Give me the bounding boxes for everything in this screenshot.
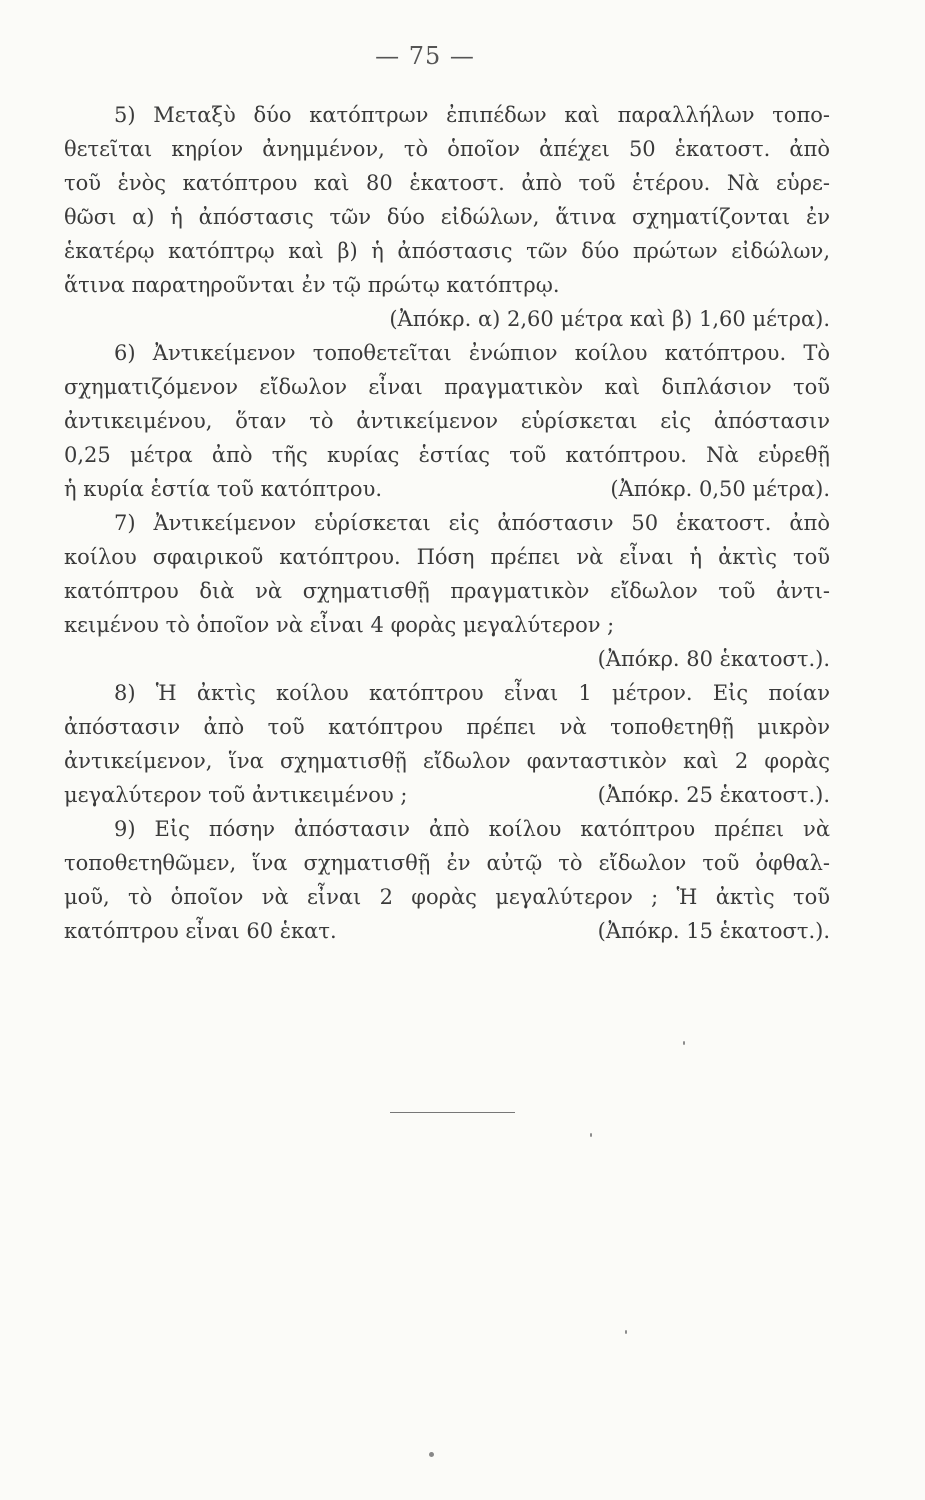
- problem-8-line: 8) Ἡ ἀκτὶς κοίλου κατόπτρου εἶναι 1 μέτρον. Εἰς ποίαν: [114, 681, 830, 705]
- problem-8-line: ἀντικείμενον, ἵνα σχηματισθῇ εἴδωλον φανταστικὸν καὶ 2 φορὰς: [64, 749, 830, 773]
- problem-5-line: θῶσι α) ἡ ἀπόστασις τῶν δύο εἰδώλων, ἅτινα σχηματίζονται ἐν: [64, 205, 830, 229]
- problem-9-text-end: κατόπτρου εἶναι 60 ἑκατ.: [64, 919, 337, 943]
- problem-7-line: κατόπτρου διὰ νὰ σχηματισθῇ πραγματικὸν εἴδωλον τοῦ ἀντι-: [64, 579, 830, 603]
- problem-6-line: [64, 472, 830, 506]
- section-divider: [390, 1112, 515, 1113]
- problem-5-line: 5) Μεταξὺ δύο κατόπτρων ἐπιπέδων καὶ παραλλήλων τοπο-: [114, 103, 830, 127]
- problem-5-line: τοῦ ἑνὸς κατόπτρου καὶ 80 ἑκατοστ. ἀπὸ τοῦ ἑτέρου. Νὰ εὑρε-: [64, 171, 830, 195]
- print-speck: [625, 1330, 627, 1334]
- print-speck: [590, 1133, 592, 1137]
- problem-8-answer: (Ἀπόκρ. 25 ἑκατοστ.).: [597, 783, 830, 807]
- problem-6-line: 6) Ἀντικείμενον τοποθετεῖται ἐνώπιον κοίλου κατόπτρου. Τὸ: [114, 341, 830, 365]
- print-speck: [683, 1041, 685, 1045]
- problem-7-line: κοίλου σφαιρικοῦ κατόπτρου. Πόση πρέπει νὰ εἶναι ἡ ἀκτὶς τοῦ: [64, 545, 830, 569]
- problem-7-line: κειμένου τὸ ὁποῖον νὰ εἶναι 4 φορὰς μεγαλύτερον ;: [64, 613, 615, 637]
- problem-9-line: τοποθετηθῶμεν, ἵνα σχηματισθῇ ἐν αὐτῷ τὸ εἴδωλον τοῦ ὀφθαλ-: [64, 851, 830, 875]
- problem-5-line: ἅτινα παρατηροῦνται ἐν τῷ πρώτῳ κατόπτρῳ.: [64, 273, 560, 297]
- problem-7-answer: (Ἀπόκρ. 80 ἑκατοστ.).: [597, 647, 830, 671]
- problem-6-line: σχηματιζόμενον εἴδωλον εἶναι πραγματικὸν καὶ διπλάσιον τοῦ: [64, 375, 830, 399]
- problem-9-line: [64, 914, 830, 948]
- problem-8-text-end: μεγαλύτερον τοῦ ἀντικειμένου ;: [64, 783, 408, 807]
- problem-5-line: θετεῖται κηρίον ἀνημμένον, τὸ ὁποῖον ἀπέχει 50 ἑκατοστ. ἀπὸ: [64, 137, 830, 161]
- problem-5-answer: (Ἀπόκρ. α) 2,60 μέτρα καὶ β) 1,60 μέτρα).: [389, 307, 830, 331]
- problem-6-text-end: ἡ κυρία ἑστία τοῦ κατόπτρου.: [64, 477, 383, 501]
- problem-5-line: ἑκατέρῳ κατόπτρῳ καὶ β) ἡ ἀπόστασις τῶν δύο πρώτων εἰδώλων,: [64, 239, 830, 263]
- print-speck: [429, 1452, 434, 1457]
- problem-9-line: 9) Εἰς πόσην ἀπόστασιν ἀπὸ κοίλου κατόπτρου πρέπει νὰ: [114, 817, 830, 841]
- problem-7-line: 7) Ἀντικείμενον εὑρίσκεται εἰς ἀπόστασιν 50 ἑκατοστ. ἀπὸ: [114, 511, 830, 535]
- problem-8-line: ἀπόστασιν ἀπὸ τοῦ κατόπτρου πρέπει νὰ τοποθετηθῇ μικρὸν: [64, 715, 830, 739]
- problem-9-answer: (Ἀπόκρ. 15 ἑκατοστ.).: [597, 919, 830, 943]
- problem-9-line: μοῦ, τὸ ὁποῖον νὰ εἶναι 2 φορὰς μεγαλύτερον ; Ἡ ἀκτὶς τοῦ: [64, 885, 830, 909]
- problem-6-line: 0,25 μέτρα ἀπὸ τῆς κυρίας ἑστίας τοῦ κατόπτρου. Νὰ εὑρεθῇ: [64, 443, 830, 467]
- problem-8-line: [64, 778, 830, 812]
- problem-6-answer: (Ἀπόκρ. 0,50 μέτρα).: [610, 477, 830, 501]
- page-number: — 75 —: [375, 42, 475, 70]
- page-body: [64, 98, 830, 948]
- problem-6-line: ἀντικειμένου, ὅταν τὸ ἀντικείμενον εὑρίσκεται εἰς ἀπόστασιν: [64, 409, 830, 433]
